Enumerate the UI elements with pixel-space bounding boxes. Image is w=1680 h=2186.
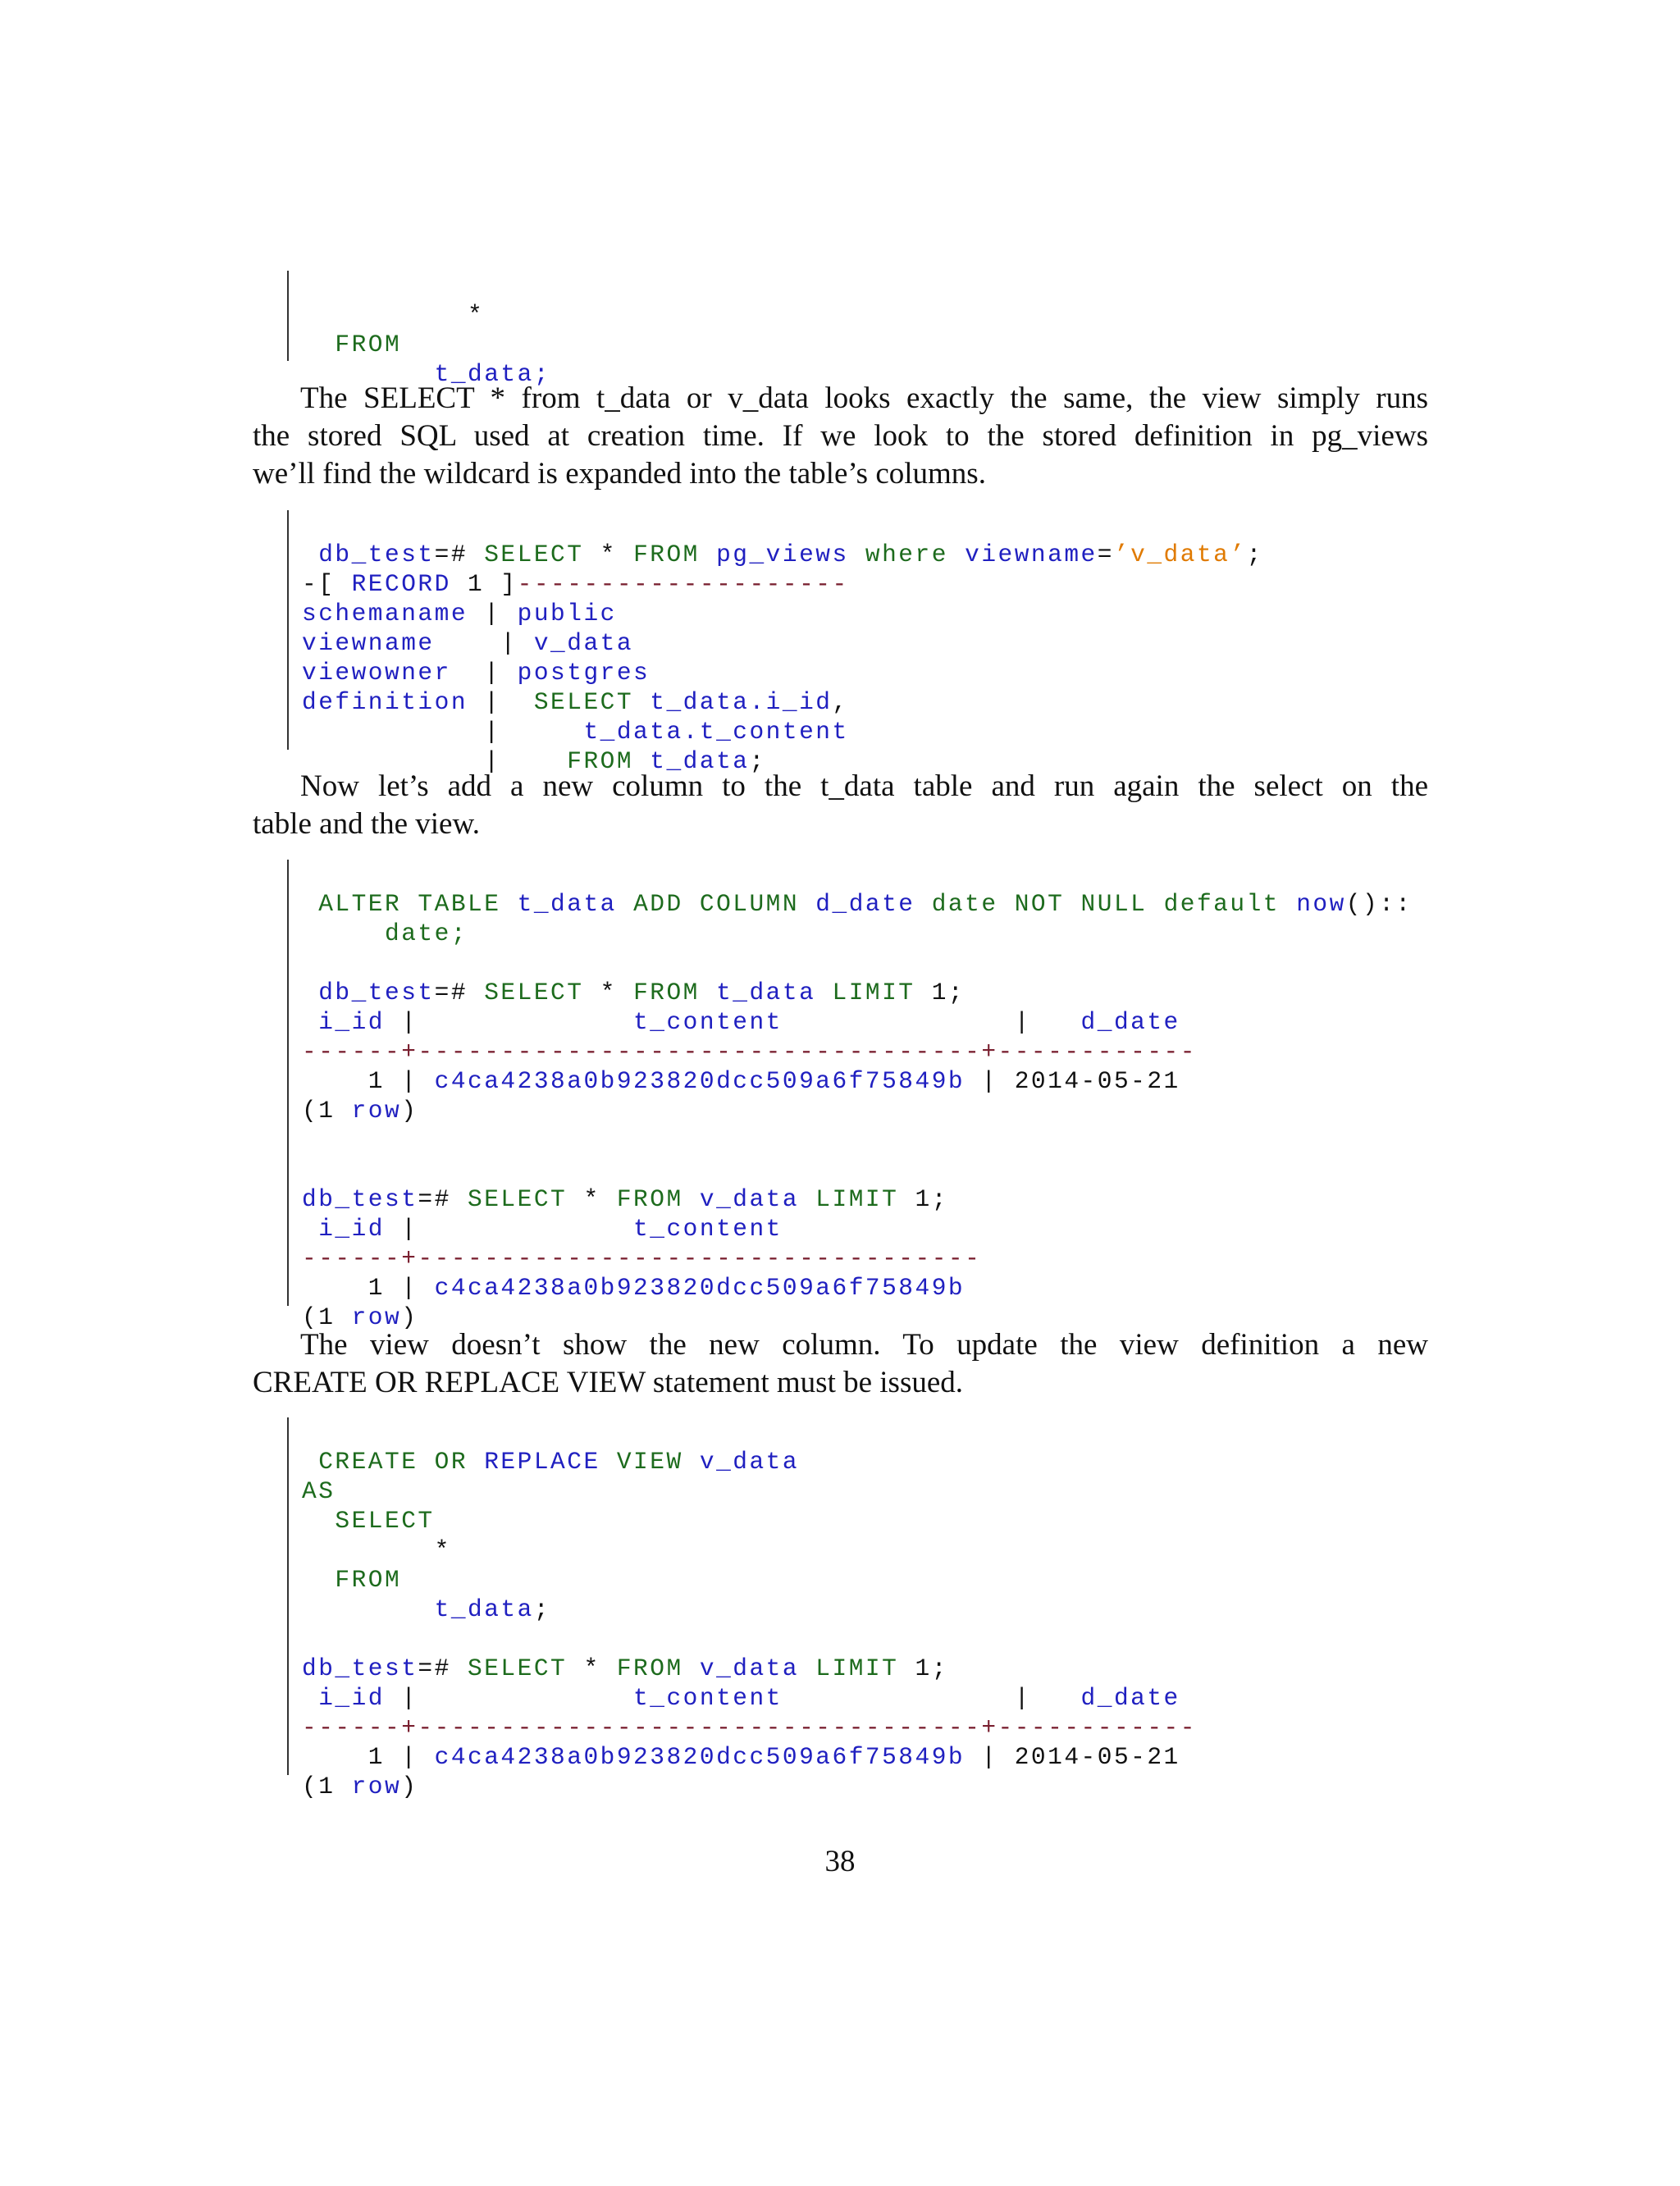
code-token: CREATE xyxy=(302,1448,418,1476)
code-line xyxy=(302,889,1413,919)
code-token: t_data xyxy=(716,979,816,1006)
code-token: 1; xyxy=(898,1654,948,1682)
code-line: * xyxy=(302,301,485,329)
code-token: -[ xyxy=(302,570,352,598)
code-token: | xyxy=(385,1008,418,1036)
code-token xyxy=(998,890,1015,918)
code-line xyxy=(302,1772,1197,1801)
code-token: TABLE xyxy=(418,890,501,918)
code-token xyxy=(799,890,815,918)
code-line: date; xyxy=(302,920,468,947)
code-token: now xyxy=(1296,890,1346,918)
code-token: * xyxy=(583,541,634,568)
code-line xyxy=(302,1214,1413,1244)
code-token: = xyxy=(1097,541,1114,568)
code-token: =# xyxy=(418,1654,468,1682)
code-token: c4ca4238a0b923820dcc509a6f75849b xyxy=(434,1067,966,1095)
code-token: ADD xyxy=(633,890,683,918)
code-line-blank xyxy=(302,1624,1197,1654)
code-token: v_data xyxy=(699,1185,800,1213)
code-token xyxy=(468,1448,484,1476)
code-block-pg-views xyxy=(287,510,1263,775)
code-token: db_test xyxy=(302,1654,418,1682)
code-token xyxy=(849,541,865,568)
code-token: 1 xyxy=(302,1274,386,1302)
code-token: d_date xyxy=(1080,1008,1180,1036)
code-token: | xyxy=(385,1067,435,1095)
code-line-blank xyxy=(302,1125,1413,1155)
code-token: LIMIT xyxy=(832,979,915,1006)
code-token: | xyxy=(782,1684,1081,1712)
code-line xyxy=(302,1654,1197,1683)
code-token: i_id xyxy=(302,1684,386,1712)
code-token: viewowner xyxy=(302,659,468,687)
code-token: REPLACE xyxy=(484,1448,600,1476)
code-token: 1; xyxy=(898,1185,948,1213)
code-token: c4ca4238a0b923820dcc509a6f75849b xyxy=(434,1743,966,1771)
code-token: row xyxy=(351,1773,402,1800)
code-token: (1 xyxy=(302,1303,352,1331)
code-line xyxy=(302,658,1263,687)
code-block-alter-table xyxy=(287,860,1413,1331)
code-token: | xyxy=(302,747,568,775)
code-line xyxy=(302,1066,1413,1096)
code-line xyxy=(302,687,1263,717)
code-token: v_data xyxy=(533,629,634,657)
code-token xyxy=(683,890,700,918)
code-token xyxy=(1147,890,1163,918)
code-token xyxy=(1064,890,1080,918)
code-token: | xyxy=(385,1743,435,1771)
text-line: we’ll find the wildcard is expanded into the table’s columns. xyxy=(253,457,986,491)
code-token xyxy=(600,1448,617,1476)
code-line: FROM xyxy=(302,331,402,358)
code-line xyxy=(302,1683,1197,1713)
code-token: row xyxy=(351,1303,402,1331)
code-token xyxy=(700,541,716,568)
text-line: the stored SQL used at creation time. If we look to the stored definition in pg_views xyxy=(253,419,1428,453)
paragraph-view-update xyxy=(253,1326,1428,1402)
code-line-blank xyxy=(302,948,1413,978)
text-line: CREATE OR REPLACE VIEW statement must be issued. xyxy=(253,1366,964,1399)
code-token: row xyxy=(351,1097,402,1125)
code-token: | xyxy=(385,1274,435,1302)
code-token: | xyxy=(782,1008,1081,1036)
code-line xyxy=(302,599,1263,628)
code-token: * xyxy=(567,1185,617,1213)
text-line: table and the view. xyxy=(253,807,481,841)
code-token: postgres xyxy=(517,659,651,687)
code-token: schemaname xyxy=(302,600,468,628)
page-number: 38 xyxy=(824,1845,856,1878)
code-token: ; xyxy=(533,1595,551,1623)
code-token: SELECT xyxy=(484,541,584,568)
code-token: ) xyxy=(401,1773,418,1800)
code-line xyxy=(302,1096,1413,1125)
code-token: | xyxy=(965,1067,1015,1095)
code-token: COLUMN xyxy=(699,890,800,918)
code-token: ; xyxy=(1246,541,1263,568)
code-token: 2014-05-21 xyxy=(1014,1743,1180,1771)
code-token: t_data xyxy=(302,1595,534,1623)
code-token: | xyxy=(468,600,518,628)
code-line: AS xyxy=(302,1477,336,1505)
code-token: 2014-05-21 xyxy=(1014,1067,1180,1095)
code-token: FROM xyxy=(633,979,700,1006)
code-token: NULL xyxy=(1080,890,1148,918)
code-token: i_id xyxy=(302,1215,386,1243)
text-line: The SELECT * from t_data or v_data looks exactly the same, the view simply runs xyxy=(300,381,1428,415)
code-token xyxy=(683,1448,700,1476)
code-token: 1 xyxy=(302,1067,386,1095)
code-token: OR xyxy=(434,1448,468,1476)
code-token: SELECT xyxy=(468,1185,568,1213)
code-line xyxy=(302,569,1263,599)
code-token: | xyxy=(302,718,584,746)
code-token xyxy=(799,1185,815,1213)
code-token: (1 xyxy=(302,1097,352,1125)
code-token xyxy=(948,541,965,568)
code-token: i_id xyxy=(302,1008,386,1036)
code-token: definition xyxy=(302,688,468,716)
code-line: ------+----------------------------------+------------ xyxy=(302,1714,1197,1741)
code-token: =# xyxy=(434,979,485,1006)
code-line xyxy=(302,717,1263,746)
code-token: d_date xyxy=(815,890,915,918)
code-line: FROM xyxy=(302,1566,402,1594)
code-token: FROM xyxy=(616,1185,683,1213)
code-token: default xyxy=(1163,890,1280,918)
code-token xyxy=(700,979,716,1006)
code-token: | xyxy=(385,1215,418,1243)
code-token: date xyxy=(931,890,998,918)
code-token: ALTER xyxy=(302,890,402,918)
code-token: | xyxy=(965,1743,1015,1771)
code-token: SELECT xyxy=(468,1654,568,1682)
code-token: | xyxy=(468,688,534,716)
code-token: db_test xyxy=(302,1185,418,1213)
code-token: where xyxy=(865,541,948,568)
code-token: -------------------- xyxy=(517,570,849,598)
code-token: NOT xyxy=(1014,890,1065,918)
code-token: FROM xyxy=(616,1654,683,1682)
code-line xyxy=(302,978,1413,1007)
code-line xyxy=(302,1273,1413,1303)
code-token: 1; xyxy=(915,979,966,1006)
code-line xyxy=(302,1447,1197,1476)
code-token xyxy=(915,890,932,918)
code-block-view-tail xyxy=(287,271,551,388)
code-token xyxy=(500,890,517,918)
code-token xyxy=(815,979,832,1006)
code-line: * xyxy=(302,1536,451,1564)
code-line: SELECT xyxy=(302,1507,435,1535)
code-token: * xyxy=(567,1654,617,1682)
code-token: ) xyxy=(401,1097,418,1125)
code-line xyxy=(302,1007,1413,1037)
code-token: t_content xyxy=(418,1008,783,1036)
code-block-create-or-replace xyxy=(287,1417,1197,1800)
code-line xyxy=(302,540,1263,569)
code-token: viewname xyxy=(302,629,468,657)
code-token: ; xyxy=(749,747,766,775)
code-token: t_data.t_content xyxy=(583,718,849,746)
code-token: v_data xyxy=(699,1654,800,1682)
code-token: RECORD xyxy=(351,570,451,598)
code-token: SELECT xyxy=(533,688,634,716)
code-token xyxy=(683,1185,700,1213)
code-token: =# xyxy=(418,1185,468,1213)
code-token: =# xyxy=(434,541,485,568)
code-token: d_date xyxy=(1080,1684,1180,1712)
code-token: ’v_data’ xyxy=(1113,541,1247,568)
code-token: 1 ] xyxy=(450,570,518,598)
code-line xyxy=(302,1742,1197,1772)
code-token: t_content xyxy=(418,1684,783,1712)
code-token: LIMIT xyxy=(815,1654,899,1682)
code-token: VIEW xyxy=(616,1448,683,1476)
code-token: ():: xyxy=(1345,890,1413,918)
code-token: db_test xyxy=(302,541,435,568)
code-token: viewname xyxy=(965,541,1098,568)
code-token xyxy=(401,890,418,918)
code-token xyxy=(799,1654,815,1682)
code-token: FROM xyxy=(633,541,700,568)
code-line: t_data; xyxy=(302,360,551,388)
code-token: (1 xyxy=(302,1773,352,1800)
code-token: FROM xyxy=(567,747,634,775)
code-token: db_test xyxy=(302,979,435,1006)
code-token: ) xyxy=(401,1303,418,1331)
code-token: | xyxy=(385,1684,418,1712)
code-token: public xyxy=(517,600,617,628)
paragraph-add-column xyxy=(253,768,1428,843)
code-token: v_data xyxy=(699,1448,800,1476)
code-token xyxy=(683,1654,700,1682)
code-line xyxy=(302,1595,1197,1624)
text-line: The view doesn’t show the new column. To update the view definition a new xyxy=(300,1328,1428,1362)
code-token: t_data xyxy=(517,890,617,918)
code-token: 1 xyxy=(302,1743,386,1771)
code-token: | xyxy=(468,659,518,687)
code-token xyxy=(1280,890,1296,918)
code-token: t_data.i_id xyxy=(633,688,833,716)
code-token: c4ca4238a0b923820dcc509a6f75849b xyxy=(434,1274,966,1302)
code-token: * xyxy=(583,979,634,1006)
code-token: | xyxy=(468,629,534,657)
paragraph-select-comparison xyxy=(253,380,1428,493)
code-token: pg_views xyxy=(716,541,849,568)
code-line: ------+---------------------------------- xyxy=(302,1244,982,1272)
code-line: ------+----------------------------------+------------ xyxy=(302,1038,1197,1066)
code-token: , xyxy=(832,688,849,716)
code-token: LIMIT xyxy=(815,1185,899,1213)
text-line: Now let’s add a new column to the t_data table and run again the select on the xyxy=(300,769,1428,803)
code-token: t_data xyxy=(633,747,750,775)
code-token: t_content xyxy=(418,1215,783,1243)
code-line xyxy=(302,628,1263,658)
code-line xyxy=(302,1184,1413,1214)
code-token xyxy=(617,890,633,918)
code-token xyxy=(418,1448,434,1476)
code-token: SELECT xyxy=(484,979,584,1006)
code-line-blank xyxy=(302,1155,1413,1184)
